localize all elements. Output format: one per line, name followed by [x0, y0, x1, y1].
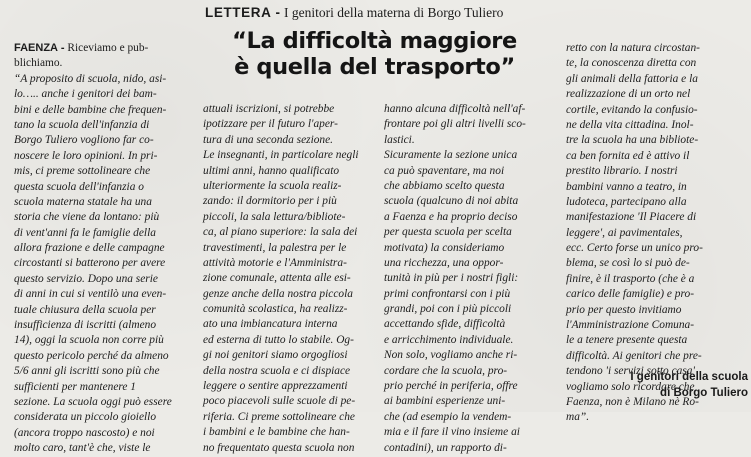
- column-line: questo servizio. Dopo una serie: [14, 272, 158, 285]
- column-line: realizzazione di un orto nel: [566, 88, 691, 101]
- column-line: storia che viene da lontano: più: [14, 211, 160, 224]
- column-line: zando: il dormitorio per i più: [203, 195, 337, 208]
- column-line: retto con la natura circostan-: [566, 42, 700, 54]
- column-line: ne della vita cittadina. Inol-: [566, 118, 694, 131]
- column-line: carico delle famiglie) e pro-: [566, 288, 694, 301]
- column-line: tendono 'i servizi sotto casa': [566, 365, 695, 378]
- column-line: ipotizzare per il futuro l'aper-: [203, 118, 338, 131]
- column-line: tano la scuola dell'infanzia di: [14, 118, 150, 131]
- column-line: prestito librario. I nostri: [566, 165, 678, 178]
- column-line: cordare che la scuola, pro-: [384, 364, 508, 377]
- column-line: Sicuramente la sezione unica: [384, 149, 518, 162]
- column-line: manifestazione 'Il Piacere di: [566, 211, 697, 224]
- column-line: ulteriormente la scuola realiz-: [203, 179, 342, 192]
- column-line: considerata un piccolo gioiello: [14, 411, 157, 424]
- headline-line-2: è quella del trasporto”: [234, 54, 515, 80]
- column-line: le a tenere presente questa: [566, 334, 688, 347]
- column-line: bambini vanno a teatro, in: [566, 180, 687, 193]
- column-line: ecc. Certo forse un unico pro-: [566, 242, 703, 255]
- column-line: i bambini e le bambine che han-: [203, 426, 350, 439]
- column-line: molto caro, tant'è che, viste le: [14, 442, 151, 455]
- column-line: tunità in più per i nostri figli:: [384, 272, 519, 285]
- column-line: prio perché in periferia, offre: [384, 380, 518, 393]
- column-line: scuola materna statale ha una: [14, 195, 152, 208]
- column-line-text: Riceviamo e pub-: [64, 42, 149, 54]
- column-line: zione comunale, attenta alle esi-: [203, 272, 351, 285]
- signature-line-1: I genitori della scuola: [630, 371, 748, 383]
- column-line: scuola (qualcuno di noi abita: [384, 195, 519, 208]
- column-line: tre la scuola ha una bibliote-: [566, 134, 699, 147]
- column-line: che (ad esempio la vendem-: [384, 410, 512, 423]
- column-line: che abbiamo scelto questa: [384, 179, 505, 192]
- column-line: te, la conoscenza diretta con: [566, 57, 697, 70]
- article-subtitle: I genitori della materna di Borgo Tuliero: [283, 5, 504, 20]
- column-line: della nostra scuola e ci dispiace: [203, 364, 351, 377]
- column-line: 5/6 anni gli iscritti sono più che: [14, 365, 160, 378]
- column-line: motivata) la consideriamo: [384, 241, 505, 254]
- column-line: Faenza, non è Milano nè Ro-: [566, 395, 699, 408]
- column-line: vogliamo solo ricordare che: [566, 380, 695, 393]
- column-line: sufficienti per mantenere 1: [14, 380, 136, 393]
- column-line: travestimenti, la palestra per le: [203, 241, 347, 254]
- column-line: Le insegnanti, in particolare negli: [203, 149, 359, 162]
- headline-line-1: “La difficoltà maggiore: [232, 28, 517, 54]
- signature-line-2: di Borgo Tuliero: [660, 387, 748, 399]
- column-line: genze anche della nostra piccola: [203, 287, 353, 300]
- article-signature: [578, 369, 748, 401]
- column-line: l'Amministrazione Comuna-: [566, 319, 695, 332]
- column-line: tuale chiusura della scuola per: [14, 303, 156, 316]
- column-line: ato una imbiancatura interna: [203, 318, 338, 331]
- text-column-3: [384, 102, 562, 454]
- column-line: mis, ci preme sottolineare che: [14, 165, 151, 178]
- column-line: piccoli, la sala lettura/bibliote-: [203, 210, 346, 223]
- column-line: accettando sfide, difficoltà: [384, 318, 506, 331]
- column-line: ca ben fornita ed è attivo il: [566, 149, 690, 162]
- column-line: per questa scuola per scelta: [384, 226, 512, 239]
- column-line: mia e il fare il vino insieme ai: [384, 426, 520, 439]
- text-column-2: [203, 102, 381, 454]
- column-line: questo pericolo perché da almeno: [14, 349, 169, 362]
- column-line: (ancora troppo nascosto) e noi: [14, 426, 155, 439]
- column-line: frontare poi gli altri livelli sco-: [384, 118, 526, 131]
- column-line: circostanti si batterono per avere: [14, 257, 166, 270]
- column-line: allora frazione e delle campagne: [14, 242, 165, 255]
- column-line: ai bambini esperienze uni-: [384, 395, 506, 408]
- column-line: ma”.: [566, 411, 590, 424]
- column-line: ca, al piano superiore: la sala dei: [203, 226, 358, 239]
- column-line: una ricchezza, una oppor-: [384, 256, 504, 269]
- column-line: grandi, poi con i più piccoli: [384, 303, 512, 316]
- column-line: e arricchimento individuale.: [384, 333, 514, 346]
- column-line: di vent'anni fa le famiglie della: [14, 226, 156, 239]
- dateline-place: FAENZA: [14, 42, 58, 54]
- section-label: LETTERA: [205, 5, 272, 20]
- column-line: lastici.: [384, 133, 415, 146]
- column-line: leggere o sentire apprezzamenti: [203, 380, 348, 393]
- column-line: ed esterna di tutto lo stabile. Og-: [203, 333, 354, 346]
- column-line: questa scuola dell'infanzia o: [14, 180, 144, 193]
- column-line: attuali iscrizioni, si potrebbe: [203, 103, 335, 115]
- article-kicker: [205, 4, 545, 22]
- column-line: attività motorie e l'Amministra-: [203, 256, 347, 269]
- column-line: sezione. La scuola oggi può essere: [14, 395, 172, 408]
- column-line: poco piacevoli sulle scuole di pe-: [203, 395, 356, 408]
- column-line: leggere', ai pavimentales,: [566, 226, 683, 239]
- column-line: bini e delle bambine che frequen-: [14, 103, 167, 116]
- dateline-separator: -: [60, 42, 65, 54]
- kicker-separator: -: [275, 5, 280, 20]
- column-line: gli animali della fattoria e la: [566, 72, 698, 85]
- column-line: comunità scolastica, ha realizz-: [203, 303, 348, 316]
- column-line: difficoltà. Ai genitori che pre-: [566, 349, 702, 362]
- column-line: insufficienza di iscritti (almeno: [14, 319, 157, 332]
- column-line: ca può spaventare, ma noi: [384, 164, 505, 177]
- column-line: primi confrontarsi con i più: [384, 287, 511, 300]
- text-column-1: [14, 41, 198, 455]
- column-line: 14), oggi la scuola non corre più: [14, 334, 164, 347]
- column-line: contadini), un rapporto di-: [384, 441, 507, 454]
- column-line: gi noi genitori siamo orgogliosi: [203, 349, 348, 362]
- column-line: finire, è il trasporto (che è a: [566, 272, 695, 285]
- column-line: prio per questo invitiamo: [566, 303, 682, 316]
- column-line: Non solo, vogliamo anche ri-: [384, 349, 518, 362]
- column-line: a Faenza e ha proprio deciso: [384, 210, 518, 223]
- column-line: cortile, evitando la confusio-: [566, 103, 698, 116]
- column-line: noscere le loro opinioni. In pri-: [14, 149, 158, 162]
- column-line: blema, se così lo si può de-: [566, 257, 690, 270]
- column-line: di anni in cui si ventilò una even-: [14, 288, 167, 301]
- column-line: “A proposito di scuola, nido, asi-: [14, 72, 167, 85]
- column-line: no frequentato questa scuola non: [203, 441, 355, 454]
- column-line: Borgo Tuliero vogliono far co-: [14, 134, 154, 147]
- column-line: hanno alcuna difficoltà nell'af-: [384, 103, 526, 115]
- column-line: tura di una seconda sezione.: [203, 133, 334, 146]
- column-line: ultimi anni, hanno qualificato: [203, 164, 340, 177]
- column-line: riferia. Ci preme sottolineare che: [203, 410, 355, 423]
- column-line: blichiamo.: [14, 57, 63, 70]
- column-line: lo….. anche i genitori dei bam-: [14, 88, 157, 101]
- column-line: [14, 41, 198, 56]
- article-headline: [212, 28, 537, 80]
- column-line: ludoteca, partecipano alla: [566, 195, 687, 208]
